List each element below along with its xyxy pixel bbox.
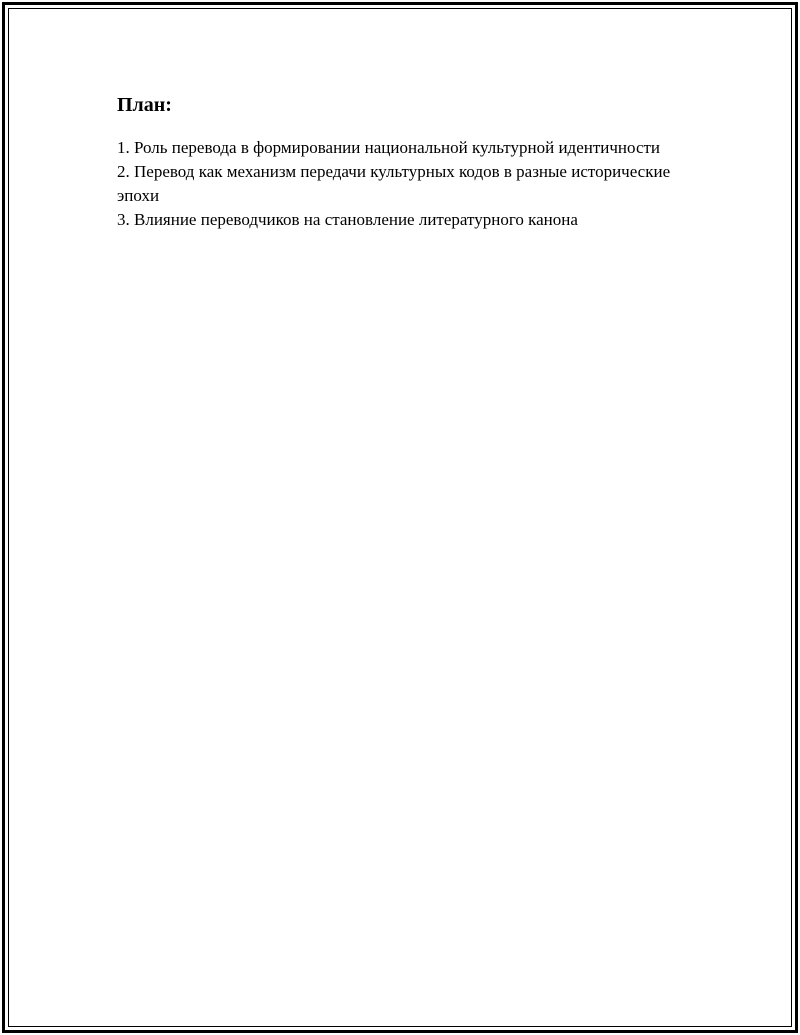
document-body (117, 92, 677, 232)
plan-list (117, 136, 677, 232)
plan-item-1: 1. Роль перевода в формировании национальной культурной идентичности (117, 138, 661, 157)
plan-item-2: 2. Перевод как механизм передачи культурных кодов в разные исторические эпохи (117, 162, 671, 205)
plan-heading: План: (117, 94, 172, 116)
plan-item-3: 3. Влияние переводчиков на становление литературного канона (117, 210, 578, 229)
